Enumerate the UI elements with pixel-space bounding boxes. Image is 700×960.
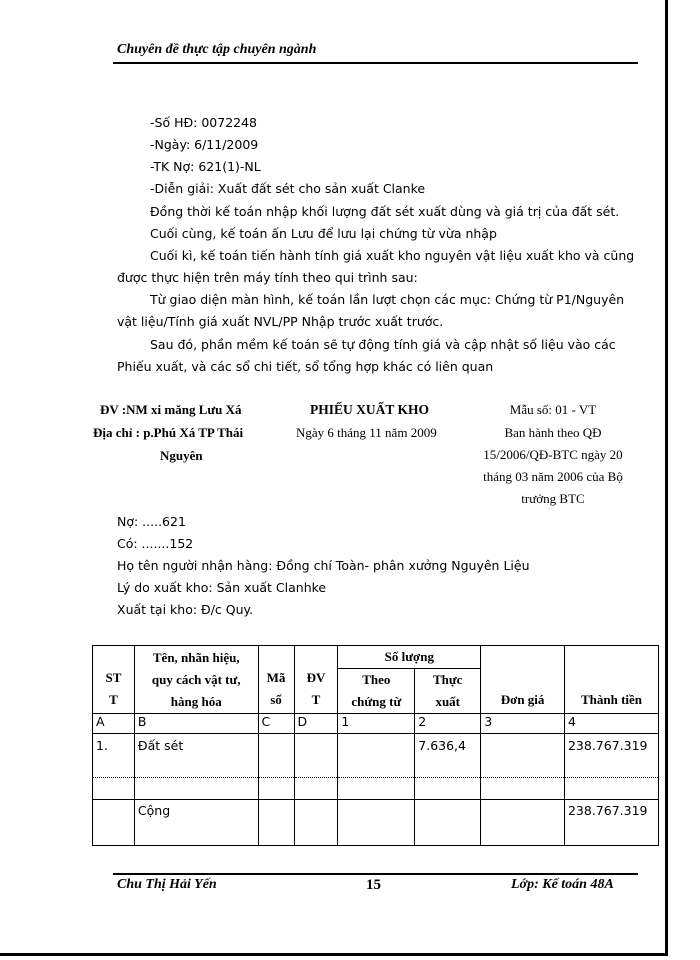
row-amount: 238.767.319 bbox=[564, 734, 658, 778]
voucher-date: Ngày 6 tháng 11 năm 2009 bbox=[296, 425, 437, 440]
header-unit-line: T bbox=[311, 692, 321, 707]
unit-name: ĐV :NM xi măng Lưu Xá bbox=[100, 402, 242, 417]
header-stt-line: T bbox=[109, 692, 118, 707]
row-qty-actual: 7.636,4 bbox=[415, 734, 481, 778]
table-row bbox=[93, 734, 659, 778]
column-letter: B bbox=[134, 714, 258, 734]
body-paragraph-line: Cuối kì, kế toán tiến hành tính giá xuất kho nguyên vật liệu xuất kho và cũng bbox=[150, 248, 635, 263]
column-letter: 2 bbox=[415, 714, 481, 734]
total-amount: 238.767.319 bbox=[564, 800, 658, 846]
footer-class: Lớp: Kế toán 48A bbox=[511, 877, 614, 892]
form-decree-line: Ban hành theo QĐ bbox=[504, 425, 602, 440]
row-qty-document bbox=[338, 734, 415, 778]
total-label: Cộng bbox=[134, 800, 258, 846]
description-line: -Diễn giải: Xuất đất sét cho sản xuất Clanke bbox=[150, 181, 426, 196]
empty-row bbox=[93, 778, 659, 800]
header-code-line: Mã bbox=[266, 670, 286, 685]
header-rule bbox=[113, 62, 638, 64]
receiver-name: Họ tên người nhận hàng: Đồng chí Toàn- phân xưởng Nguyên Liệu bbox=[117, 558, 530, 573]
form-decree-line: 15/2006/QĐ-BTC ngày 20 bbox=[483, 447, 623, 462]
body-paragraph-line: Phiếu xuất, và các sổ chi tiết, sổ tổng hợp khác có liên quan bbox=[117, 359, 494, 374]
column-letter: C bbox=[258, 714, 294, 734]
page-number: 15 bbox=[366, 877, 381, 893]
total-row bbox=[93, 800, 659, 846]
header-item-name-line: quy cách vật tư, bbox=[151, 672, 241, 687]
date-line: -Ngày: 6/11/2009 bbox=[150, 137, 259, 152]
form-decree-line: tháng 03 năm 2006 của Bộ bbox=[483, 469, 623, 484]
header-item-name-line: Tên, nhãn hiệu, bbox=[152, 650, 240, 665]
column-letter: 1 bbox=[338, 714, 415, 734]
unit-address-cont: Nguyên bbox=[160, 448, 203, 463]
header-quantity: Số lượng bbox=[338, 646, 481, 669]
form-number: Mẫu số: 01 - VT bbox=[509, 402, 597, 417]
footer-author: Chu Thị Hải Yến bbox=[117, 877, 217, 892]
header-qty-actual-line: xuất bbox=[435, 694, 461, 709]
row-stt: 1. bbox=[93, 734, 135, 778]
header-unit-line: ĐV bbox=[306, 670, 326, 685]
unit-address: Địa chỉ : p.Phú Xá TP Thái bbox=[93, 425, 244, 440]
body-paragraph-line: Cuối cùng, kế toán ấn Lưu để lưu lại chứng từ vừa nhập bbox=[150, 226, 497, 241]
header-code-line: số bbox=[270, 692, 282, 707]
header-qty-actual bbox=[415, 669, 481, 714]
column-letter: A bbox=[93, 714, 135, 734]
column-letters-row bbox=[93, 714, 659, 734]
header-unit bbox=[294, 646, 338, 714]
body-paragraph-line: Từ giao diện màn hình, kế toán lần lượt chọn các mục: Chứng từ P1/Nguyên bbox=[150, 292, 625, 307]
body-paragraph-line: Sau đó, phần mềm kế toán sẽ tự động tính giá và cập nhật số liệu vào các bbox=[150, 337, 616, 352]
column-letter: D bbox=[294, 714, 338, 734]
debit-account: Nợ: .....621 bbox=[117, 514, 186, 529]
issue-reason: Lý do xuất kho: Sản xuất Clanhke bbox=[117, 580, 327, 595]
header-qty-actual-line: Thực bbox=[432, 672, 463, 687]
header-amount: Thành tiền bbox=[564, 646, 658, 714]
header-qty-document-line: Theo bbox=[362, 672, 391, 687]
body-paragraph-line: được thực hiện trên máy tính theo qui trình sau: bbox=[117, 270, 418, 285]
footer-rule bbox=[113, 873, 638, 875]
credit-account: Có: .......152 bbox=[117, 536, 194, 551]
row-item-name: Đất sét bbox=[134, 734, 258, 778]
header-qty-document-line: chứng từ bbox=[351, 694, 402, 709]
row-code bbox=[258, 734, 294, 778]
doc-number-line: -Số HĐ: 0072248 bbox=[150, 115, 258, 130]
row-unit-price bbox=[481, 734, 565, 778]
body-paragraph-line: vật liệu/Tính giá xuất NVL/PP Nhập trước xuất trước. bbox=[117, 314, 444, 329]
column-letter: 4 bbox=[564, 714, 658, 734]
header-title: Chuyên đề thực tập chuyên ngành bbox=[117, 42, 317, 57]
header-unit-price: Đơn giá bbox=[481, 646, 565, 714]
header-stt bbox=[93, 646, 135, 714]
body-paragraph-line: Đồng thời kế toán nhập khối lượng đất sét xuất dùng và giá trị của đất sét. bbox=[150, 204, 620, 219]
header-stt-line: ST bbox=[105, 670, 122, 685]
voucher-table bbox=[92, 645, 659, 846]
warehouse: Xuất tại kho: Đ/c Quy. bbox=[117, 602, 254, 617]
header-code bbox=[258, 646, 294, 714]
header-item-name bbox=[134, 646, 258, 714]
header-qty-document bbox=[338, 669, 415, 714]
header-item-name-line: hàng hóa bbox=[170, 694, 222, 709]
debit-account-line: -TK Nợ: 621(1)-NL bbox=[150, 159, 261, 174]
form-decree-line: trưởng BTC bbox=[521, 491, 585, 506]
voucher-title: PHIẾU XUẤT KHO bbox=[310, 402, 430, 417]
column-letter: 3 bbox=[481, 714, 565, 734]
row-unit bbox=[294, 734, 338, 778]
